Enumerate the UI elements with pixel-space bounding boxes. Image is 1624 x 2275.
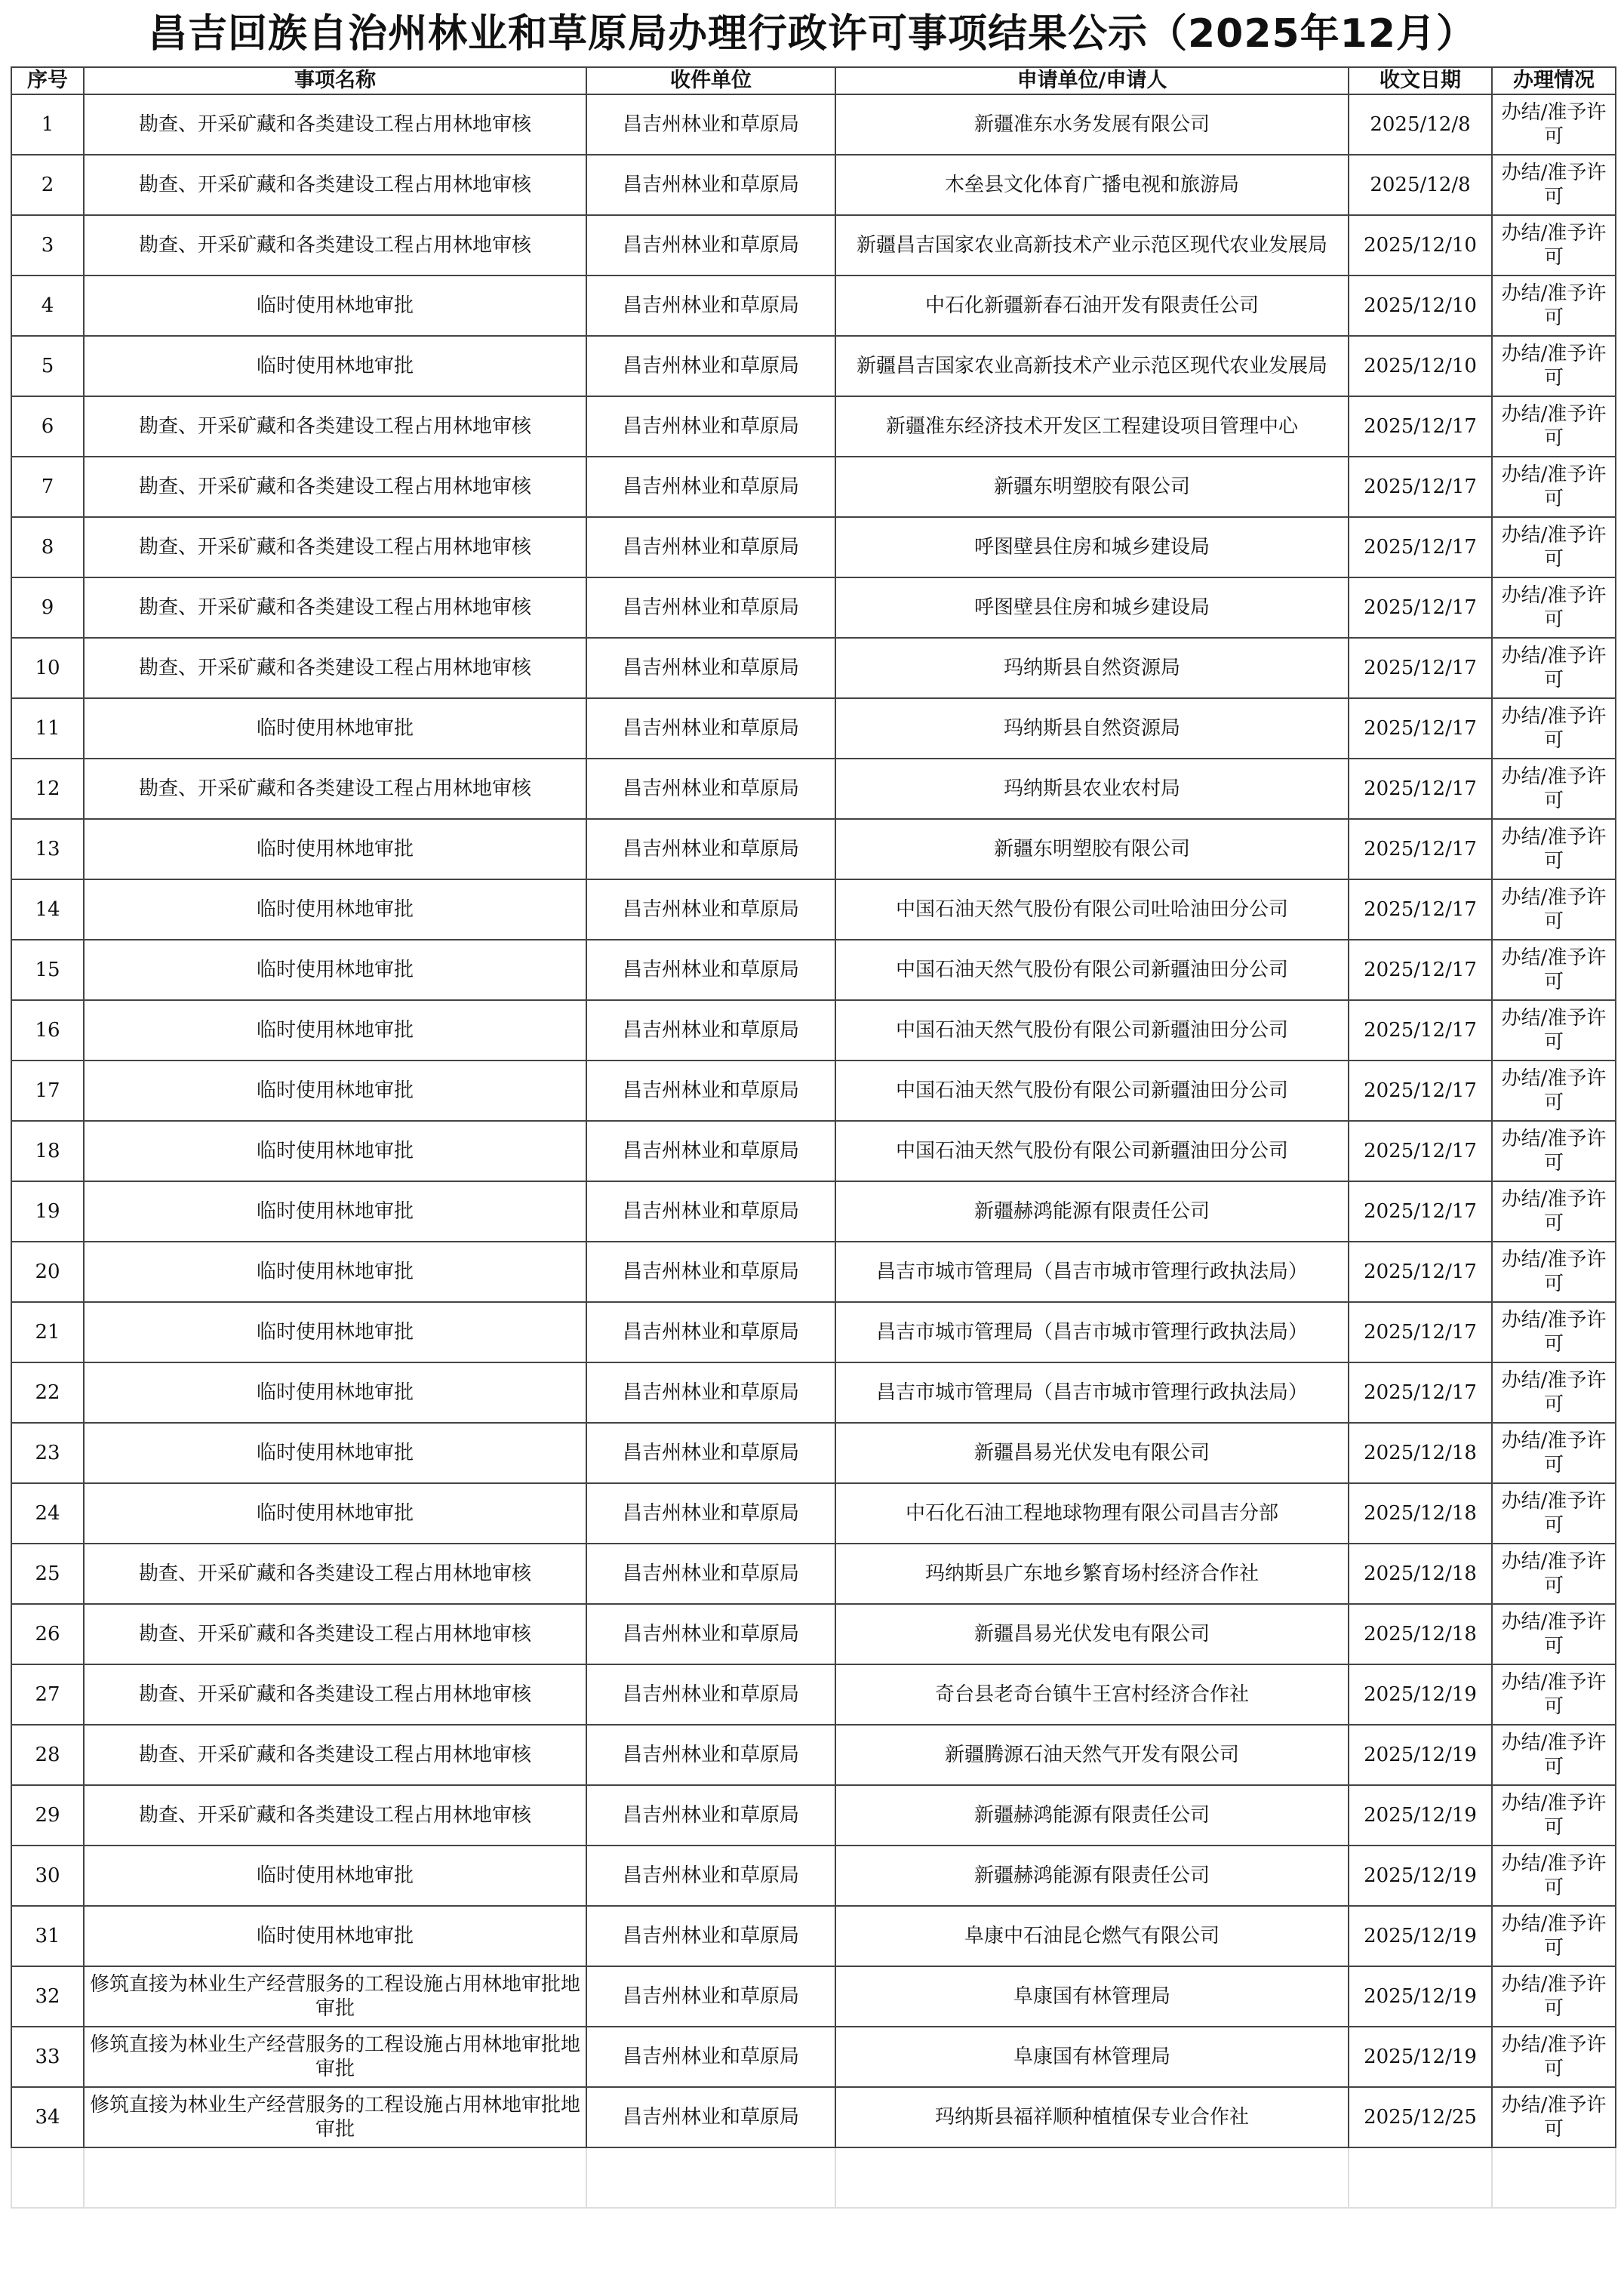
cell-receiver: 昌吉州林业和草原局 [586, 577, 835, 638]
cell-item-name: 临时使用林地审批 [84, 1302, 586, 1362]
cell-date: 2025/12/17 [1349, 1121, 1492, 1181]
cell-item-name: 临时使用林地审批 [84, 1242, 586, 1302]
cell-date: 2025/12/17 [1349, 457, 1492, 517]
cell-date: 2025/12/10 [1349, 215, 1492, 276]
cell-status: 办结/准予许可 [1492, 1725, 1616, 1785]
cell-status: 办结/准予许可 [1492, 1061, 1616, 1121]
cell-item-name: 勘查、开采矿藏和各类建设工程占用林地审核 [84, 215, 586, 276]
cell-item-name: 临时使用林地审批 [84, 940, 586, 1000]
table-row [11, 155, 1616, 215]
cell-date: 2025/12/17 [1349, 577, 1492, 638]
cell-serial: 7 [11, 457, 84, 517]
table-row [11, 1181, 1616, 1242]
cell-serial: 13 [11, 819, 84, 879]
cell-applicant: 玛纳斯县福祥顺种植植保专业合作社 [835, 2087, 1349, 2147]
cell-receiver: 昌吉州林业和草原局 [586, 1181, 835, 1242]
table-row [11, 336, 1616, 396]
cell-status: 办结/准予许可 [1492, 1664, 1616, 1725]
cell-serial: 5 [11, 336, 84, 396]
cell-item-name: 临时使用林地审批 [84, 819, 586, 879]
table-row [11, 215, 1616, 276]
cell-status: 办结/准予许可 [1492, 94, 1616, 155]
table-row [11, 1302, 1616, 1362]
cell-receiver: 昌吉州林业和草原局 [586, 879, 835, 940]
cell-serial: 9 [11, 577, 84, 638]
cell-applicant: 昌吉市城市管理局（昌吉市城市管理行政执法局） [835, 1302, 1349, 1362]
table-row [11, 1362, 1616, 1423]
cell-status: 办结/准予许可 [1492, 1121, 1616, 1181]
table-row [11, 1000, 1616, 1061]
cell-receiver: 昌吉州林业和草原局 [586, 759, 835, 819]
cell-receiver: 昌吉州林业和草原局 [586, 1544, 835, 1604]
cell-applicant: 中石化石油工程地球物理有限公司昌吉分部 [835, 1483, 1349, 1544]
cell-applicant: 昌吉市城市管理局（昌吉市城市管理行政执法局） [835, 1242, 1349, 1302]
cell-status: 办结/准予许可 [1492, 1966, 1616, 2027]
cell-receiver: 昌吉州林业和草原局 [586, 1664, 835, 1725]
cell-status: 办结/准予许可 [1492, 638, 1616, 698]
table-row [11, 1242, 1616, 1302]
cell-receiver: 昌吉州林业和草原局 [586, 336, 835, 396]
table-row [11, 1906, 1616, 1966]
cell-applicant: 新疆昌易光伏发电有限公司 [835, 1604, 1349, 1664]
cell-date: 2025/12/19 [1349, 1785, 1492, 1846]
cell-date: 2025/12/17 [1349, 517, 1492, 577]
cell-status: 办结/准予许可 [1492, 1362, 1616, 1423]
cell-serial: 26 [11, 1604, 84, 1664]
cell-item-name: 临时使用林地审批 [84, 698, 586, 759]
cell-item-name: 勘查、开采矿藏和各类建设工程占用林地审核 [84, 457, 586, 517]
cell-applicant: 新疆赫鸿能源有限责任公司 [835, 1181, 1349, 1242]
cell-receiver: 昌吉州林业和草原局 [586, 94, 835, 155]
empty-table-row [11, 2147, 1616, 2208]
cell-applicant: 新疆东明塑胶有限公司 [835, 457, 1349, 517]
cell-item-name: 勘查、开采矿藏和各类建设工程占用林地审核 [84, 638, 586, 698]
table-row [11, 1121, 1616, 1181]
cell-serial: 31 [11, 1906, 84, 1966]
cell-serial: 14 [11, 879, 84, 940]
cell-date: 2025/12/17 [1349, 1061, 1492, 1121]
cell-serial: 2 [11, 155, 84, 215]
cell-status: 办结/准予许可 [1492, 1423, 1616, 1483]
cell-receiver: 昌吉州林业和草原局 [586, 1242, 835, 1302]
table-row [11, 1846, 1616, 1906]
cell-status: 办结/准予许可 [1492, 2087, 1616, 2147]
page-title: 昌吉回族自治州林业和草原局办理行政许可事项结果公示（2025年12月） [147, 11, 1477, 57]
table-row [11, 940, 1616, 1000]
cell-receiver: 昌吉州林业和草原局 [586, 1423, 835, 1483]
cell-item-name: 修筑直接为林业生产经营服务的工程设施占用林地审批地审批 [84, 1966, 586, 2027]
cell-serial: 28 [11, 1725, 84, 1785]
header-item-name: 事项名称 [84, 67, 586, 94]
cell-receiver: 昌吉州林业和草原局 [586, 2027, 835, 2087]
cell-date: 2025/12/19 [1349, 2027, 1492, 2087]
cell-status: 办结/准予许可 [1492, 2027, 1616, 2087]
cell-date: 2025/12/10 [1349, 276, 1492, 336]
cell-status: 办结/准予许可 [1492, 1604, 1616, 1664]
cell-status: 办结/准予许可 [1492, 940, 1616, 1000]
table-row [11, 759, 1616, 819]
table-row [11, 457, 1616, 517]
cell-item-name: 临时使用林地审批 [84, 879, 586, 940]
cell-receiver: 昌吉州林业和草原局 [586, 215, 835, 276]
table-row [11, 638, 1616, 698]
header-serial: 序号 [11, 67, 84, 94]
cell-serial: 1 [11, 94, 84, 155]
empty-cell [11, 2147, 84, 2208]
cell-status: 办结/准予许可 [1492, 1302, 1616, 1362]
cell-status: 办结/准予许可 [1492, 1785, 1616, 1846]
cell-applicant: 呼图壁县住房和城乡建设局 [835, 577, 1349, 638]
cell-date: 2025/12/17 [1349, 1181, 1492, 1242]
empty-cell [586, 2147, 835, 2208]
table-row [11, 2087, 1616, 2147]
cell-date: 2025/12/17 [1349, 940, 1492, 1000]
cell-serial: 12 [11, 759, 84, 819]
cell-item-name: 临时使用林地审批 [84, 1000, 586, 1061]
header-date: 收文日期 [1349, 67, 1492, 94]
cell-date: 2025/12/17 [1349, 698, 1492, 759]
cell-item-name: 勘查、开采矿藏和各类建设工程占用林地审核 [84, 1725, 586, 1785]
cell-applicant: 木垒县文化体育广播电视和旅游局 [835, 155, 1349, 215]
header-receiver: 收件单位 [586, 67, 835, 94]
cell-status: 办结/准予许可 [1492, 879, 1616, 940]
cell-status: 办结/准予许可 [1492, 1242, 1616, 1302]
cell-serial: 23 [11, 1423, 84, 1483]
cell-applicant: 新疆昌易光伏发电有限公司 [835, 1423, 1349, 1483]
cell-date: 2025/12/17 [1349, 1000, 1492, 1061]
cell-item-name: 勘查、开采矿藏和各类建设工程占用林地审核 [84, 1664, 586, 1725]
cell-receiver: 昌吉州林业和草原局 [586, 1000, 835, 1061]
table-row [11, 2027, 1616, 2087]
cell-receiver: 昌吉州林业和草原局 [586, 1846, 835, 1906]
cell-item-name: 临时使用林地审批 [84, 1423, 586, 1483]
cell-status: 办结/准予许可 [1492, 577, 1616, 638]
cell-date: 2025/12/18 [1349, 1423, 1492, 1483]
cell-status: 办结/准予许可 [1492, 759, 1616, 819]
cell-applicant: 新疆东明塑胶有限公司 [835, 819, 1349, 879]
cell-date: 2025/12/17 [1349, 1362, 1492, 1423]
table-row [11, 517, 1616, 577]
table-body [11, 94, 1616, 2208]
table-row [11, 1483, 1616, 1544]
cell-date: 2025/12/17 [1349, 1302, 1492, 1362]
cell-receiver: 昌吉州林业和草原局 [586, 1604, 835, 1664]
cell-applicant: 中石化新疆新春石油开发有限责任公司 [835, 276, 1349, 336]
cell-date: 2025/12/17 [1349, 396, 1492, 457]
cell-applicant: 中国石油天然气股份有限公司新疆油田分公司 [835, 940, 1349, 1000]
cell-serial: 27 [11, 1664, 84, 1725]
cell-status: 办结/准予许可 [1492, 155, 1616, 215]
cell-status: 办结/准予许可 [1492, 336, 1616, 396]
cell-applicant: 新疆昌吉国家农业高新技术产业示范区现代农业发展局 [835, 336, 1349, 396]
cell-serial: 10 [11, 638, 84, 698]
cell-date: 2025/12/17 [1349, 759, 1492, 819]
cell-applicant: 新疆赫鸿能源有限责任公司 [835, 1846, 1349, 1906]
cell-serial: 33 [11, 2027, 84, 2087]
cell-applicant: 昌吉市城市管理局（昌吉市城市管理行政执法局） [835, 1362, 1349, 1423]
cell-status: 办结/准予许可 [1492, 1181, 1616, 1242]
cell-item-name: 临时使用林地审批 [84, 1906, 586, 1966]
cell-status: 办结/准予许可 [1492, 517, 1616, 577]
cell-date: 2025/12/17 [1349, 819, 1492, 879]
cell-status: 办结/准予许可 [1492, 1906, 1616, 1966]
cell-receiver: 昌吉州林业和草原局 [586, 276, 835, 336]
table-row [11, 276, 1616, 336]
cell-receiver: 昌吉州林业和草原局 [586, 1483, 835, 1544]
empty-cell [1492, 2147, 1616, 2208]
cell-serial: 17 [11, 1061, 84, 1121]
table-row [11, 94, 1616, 155]
cell-serial: 19 [11, 1181, 84, 1242]
cell-date: 2025/12/19 [1349, 1725, 1492, 1785]
cell-serial: 20 [11, 1242, 84, 1302]
table-row [11, 879, 1616, 940]
cell-serial: 8 [11, 517, 84, 577]
cell-item-name: 勘查、开采矿藏和各类建设工程占用林地审核 [84, 396, 586, 457]
cell-serial: 4 [11, 276, 84, 336]
cell-item-name: 临时使用林地审批 [84, 336, 586, 396]
cell-item-name: 临时使用林地审批 [84, 1181, 586, 1242]
cell-applicant: 新疆腾源石油天然气开发有限公司 [835, 1725, 1349, 1785]
cell-serial: 6 [11, 396, 84, 457]
cell-item-name: 勘查、开采矿藏和各类建设工程占用林地审核 [84, 1544, 586, 1604]
table-row [11, 1785, 1616, 1846]
cell-serial: 30 [11, 1846, 84, 1906]
cell-serial: 16 [11, 1000, 84, 1061]
cell-receiver: 昌吉州林业和草原局 [586, 457, 835, 517]
cell-serial: 24 [11, 1483, 84, 1544]
cell-receiver: 昌吉州林业和草原局 [586, 396, 835, 457]
empty-cell [84, 2147, 586, 2208]
cell-status: 办结/准予许可 [1492, 396, 1616, 457]
table-row [11, 819, 1616, 879]
cell-item-name: 临时使用林地审批 [84, 1846, 586, 1906]
cell-applicant: 新疆赫鸿能源有限责任公司 [835, 1785, 1349, 1846]
cell-status: 办结/准予许可 [1492, 1846, 1616, 1906]
permit-results-table [11, 66, 1616, 2209]
cell-status: 办结/准予许可 [1492, 1000, 1616, 1061]
cell-date: 2025/12/19 [1349, 1846, 1492, 1906]
cell-status: 办结/准予许可 [1492, 698, 1616, 759]
cell-applicant: 中国石油天然气股份有限公司新疆油田分公司 [835, 1061, 1349, 1121]
cell-date: 2025/12/8 [1349, 155, 1492, 215]
cell-receiver: 昌吉州林业和草原局 [586, 638, 835, 698]
cell-applicant: 阜康国有林管理局 [835, 1966, 1349, 2027]
cell-item-name: 勘查、开采矿藏和各类建设工程占用林地审核 [84, 577, 586, 638]
cell-date: 2025/12/18 [1349, 1544, 1492, 1604]
cell-applicant: 中国石油天然气股份有限公司吐哈油田分公司 [835, 879, 1349, 940]
table-row [11, 1725, 1616, 1785]
cell-receiver: 昌吉州林业和草原局 [586, 940, 835, 1000]
cell-serial: 15 [11, 940, 84, 1000]
cell-item-name: 勘查、开采矿藏和各类建设工程占用林地审核 [84, 94, 586, 155]
cell-receiver: 昌吉州林业和草原局 [586, 1906, 835, 1966]
table-row [11, 1966, 1616, 2027]
table-row [11, 698, 1616, 759]
table-row [11, 577, 1616, 638]
cell-item-name: 勘查、开采矿藏和各类建设工程占用林地审核 [84, 1604, 586, 1664]
cell-status: 办结/准予许可 [1492, 819, 1616, 879]
cell-receiver: 昌吉州林业和草原局 [586, 1302, 835, 1362]
cell-receiver: 昌吉州林业和草原局 [586, 1785, 835, 1846]
cell-serial: 11 [11, 698, 84, 759]
cell-item-name: 临时使用林地审批 [84, 1061, 586, 1121]
cell-serial: 34 [11, 2087, 84, 2147]
cell-date: 2025/12/10 [1349, 336, 1492, 396]
cell-status: 办结/准予许可 [1492, 1483, 1616, 1544]
cell-serial: 3 [11, 215, 84, 276]
header-status: 办理情况 [1492, 67, 1616, 94]
cell-receiver: 昌吉州林业和草原局 [586, 698, 835, 759]
cell-applicant: 呼图壁县住房和城乡建设局 [835, 517, 1349, 577]
cell-applicant: 玛纳斯县自然资源局 [835, 698, 1349, 759]
empty-cell [835, 2147, 1349, 2208]
cell-applicant: 中国石油天然气股份有限公司新疆油田分公司 [835, 1121, 1349, 1181]
cell-item-name: 临时使用林地审批 [84, 1483, 586, 1544]
cell-receiver: 昌吉州林业和草原局 [586, 819, 835, 879]
cell-applicant: 新疆昌吉国家农业高新技术产业示范区现代农业发展局 [835, 215, 1349, 276]
cell-date: 2025/12/25 [1349, 2087, 1492, 2147]
cell-receiver: 昌吉州林业和草原局 [586, 1966, 835, 2027]
table-header-row [11, 67, 1616, 94]
cell-serial: 32 [11, 1966, 84, 2027]
table-row [11, 1664, 1616, 1725]
cell-receiver: 昌吉州林业和草原局 [586, 1362, 835, 1423]
cell-item-name: 临时使用林地审批 [84, 1121, 586, 1181]
cell-date: 2025/12/19 [1349, 1664, 1492, 1725]
cell-status: 办结/准予许可 [1492, 215, 1616, 276]
cell-item-name: 勘查、开采矿藏和各类建设工程占用林地审核 [84, 155, 586, 215]
cell-date: 2025/12/19 [1349, 1906, 1492, 1966]
cell-date: 2025/12/17 [1349, 1242, 1492, 1302]
cell-date: 2025/12/17 [1349, 879, 1492, 940]
cell-date: 2025/12/19 [1349, 1966, 1492, 2027]
cell-status: 办结/准予许可 [1492, 1544, 1616, 1604]
cell-applicant: 玛纳斯县农业农村局 [835, 759, 1349, 819]
cell-receiver: 昌吉州林业和草原局 [586, 1121, 835, 1181]
cell-serial: 21 [11, 1302, 84, 1362]
cell-date: 2025/12/17 [1349, 638, 1492, 698]
cell-receiver: 昌吉州林业和草原局 [586, 1061, 835, 1121]
table-row [11, 1423, 1616, 1483]
empty-cell [1349, 2147, 1492, 2208]
table-row [11, 1544, 1616, 1604]
cell-item-name: 临时使用林地审批 [84, 1362, 586, 1423]
cell-item-name: 修筑直接为林业生产经营服务的工程设施占用林地审批地审批 [84, 2087, 586, 2147]
cell-applicant: 阜康中石油昆仑燃气有限公司 [835, 1906, 1349, 1966]
cell-item-name: 临时使用林地审批 [84, 276, 586, 336]
cell-status: 办结/准予许可 [1492, 457, 1616, 517]
cell-status: 办结/准予许可 [1492, 276, 1616, 336]
cell-serial: 25 [11, 1544, 84, 1604]
cell-item-name: 勘查、开采矿藏和各类建设工程占用林地审核 [84, 1785, 586, 1846]
cell-receiver: 昌吉州林业和草原局 [586, 2087, 835, 2147]
cell-serial: 29 [11, 1785, 84, 1846]
cell-serial: 22 [11, 1362, 84, 1423]
cell-receiver: 昌吉州林业和草原局 [586, 1725, 835, 1785]
cell-receiver: 昌吉州林业和草原局 [586, 155, 835, 215]
cell-item-name: 勘查、开采矿藏和各类建设工程占用林地审核 [84, 759, 586, 819]
cell-applicant: 阜康国有林管理局 [835, 2027, 1349, 2087]
table-row [11, 396, 1616, 457]
cell-applicant: 奇台县老奇台镇牛王宫村经济合作社 [835, 1664, 1349, 1725]
table-row [11, 1061, 1616, 1121]
cell-item-name: 勘查、开采矿藏和各类建设工程占用林地审核 [84, 517, 586, 577]
header-applicant: 申请单位/申请人 [835, 67, 1349, 94]
cell-receiver: 昌吉州林业和草原局 [586, 517, 835, 577]
table-row [11, 1604, 1616, 1664]
cell-date: 2025/12/18 [1349, 1604, 1492, 1664]
cell-item-name: 修筑直接为林业生产经营服务的工程设施占用林地审批地审批 [84, 2027, 586, 2087]
cell-serial: 18 [11, 1121, 84, 1181]
cell-applicant: 新疆准东经济技术开发区工程建设项目管理中心 [835, 396, 1349, 457]
cell-applicant: 玛纳斯县广东地乡繁育场村经济合作社 [835, 1544, 1349, 1604]
cell-applicant: 玛纳斯县自然资源局 [835, 638, 1349, 698]
cell-date: 2025/12/18 [1349, 1483, 1492, 1544]
cell-applicant: 中国石油天然气股份有限公司新疆油田分公司 [835, 1000, 1349, 1061]
cell-applicant: 新疆准东水务发展有限公司 [835, 94, 1349, 155]
cell-date: 2025/12/8 [1349, 94, 1492, 155]
